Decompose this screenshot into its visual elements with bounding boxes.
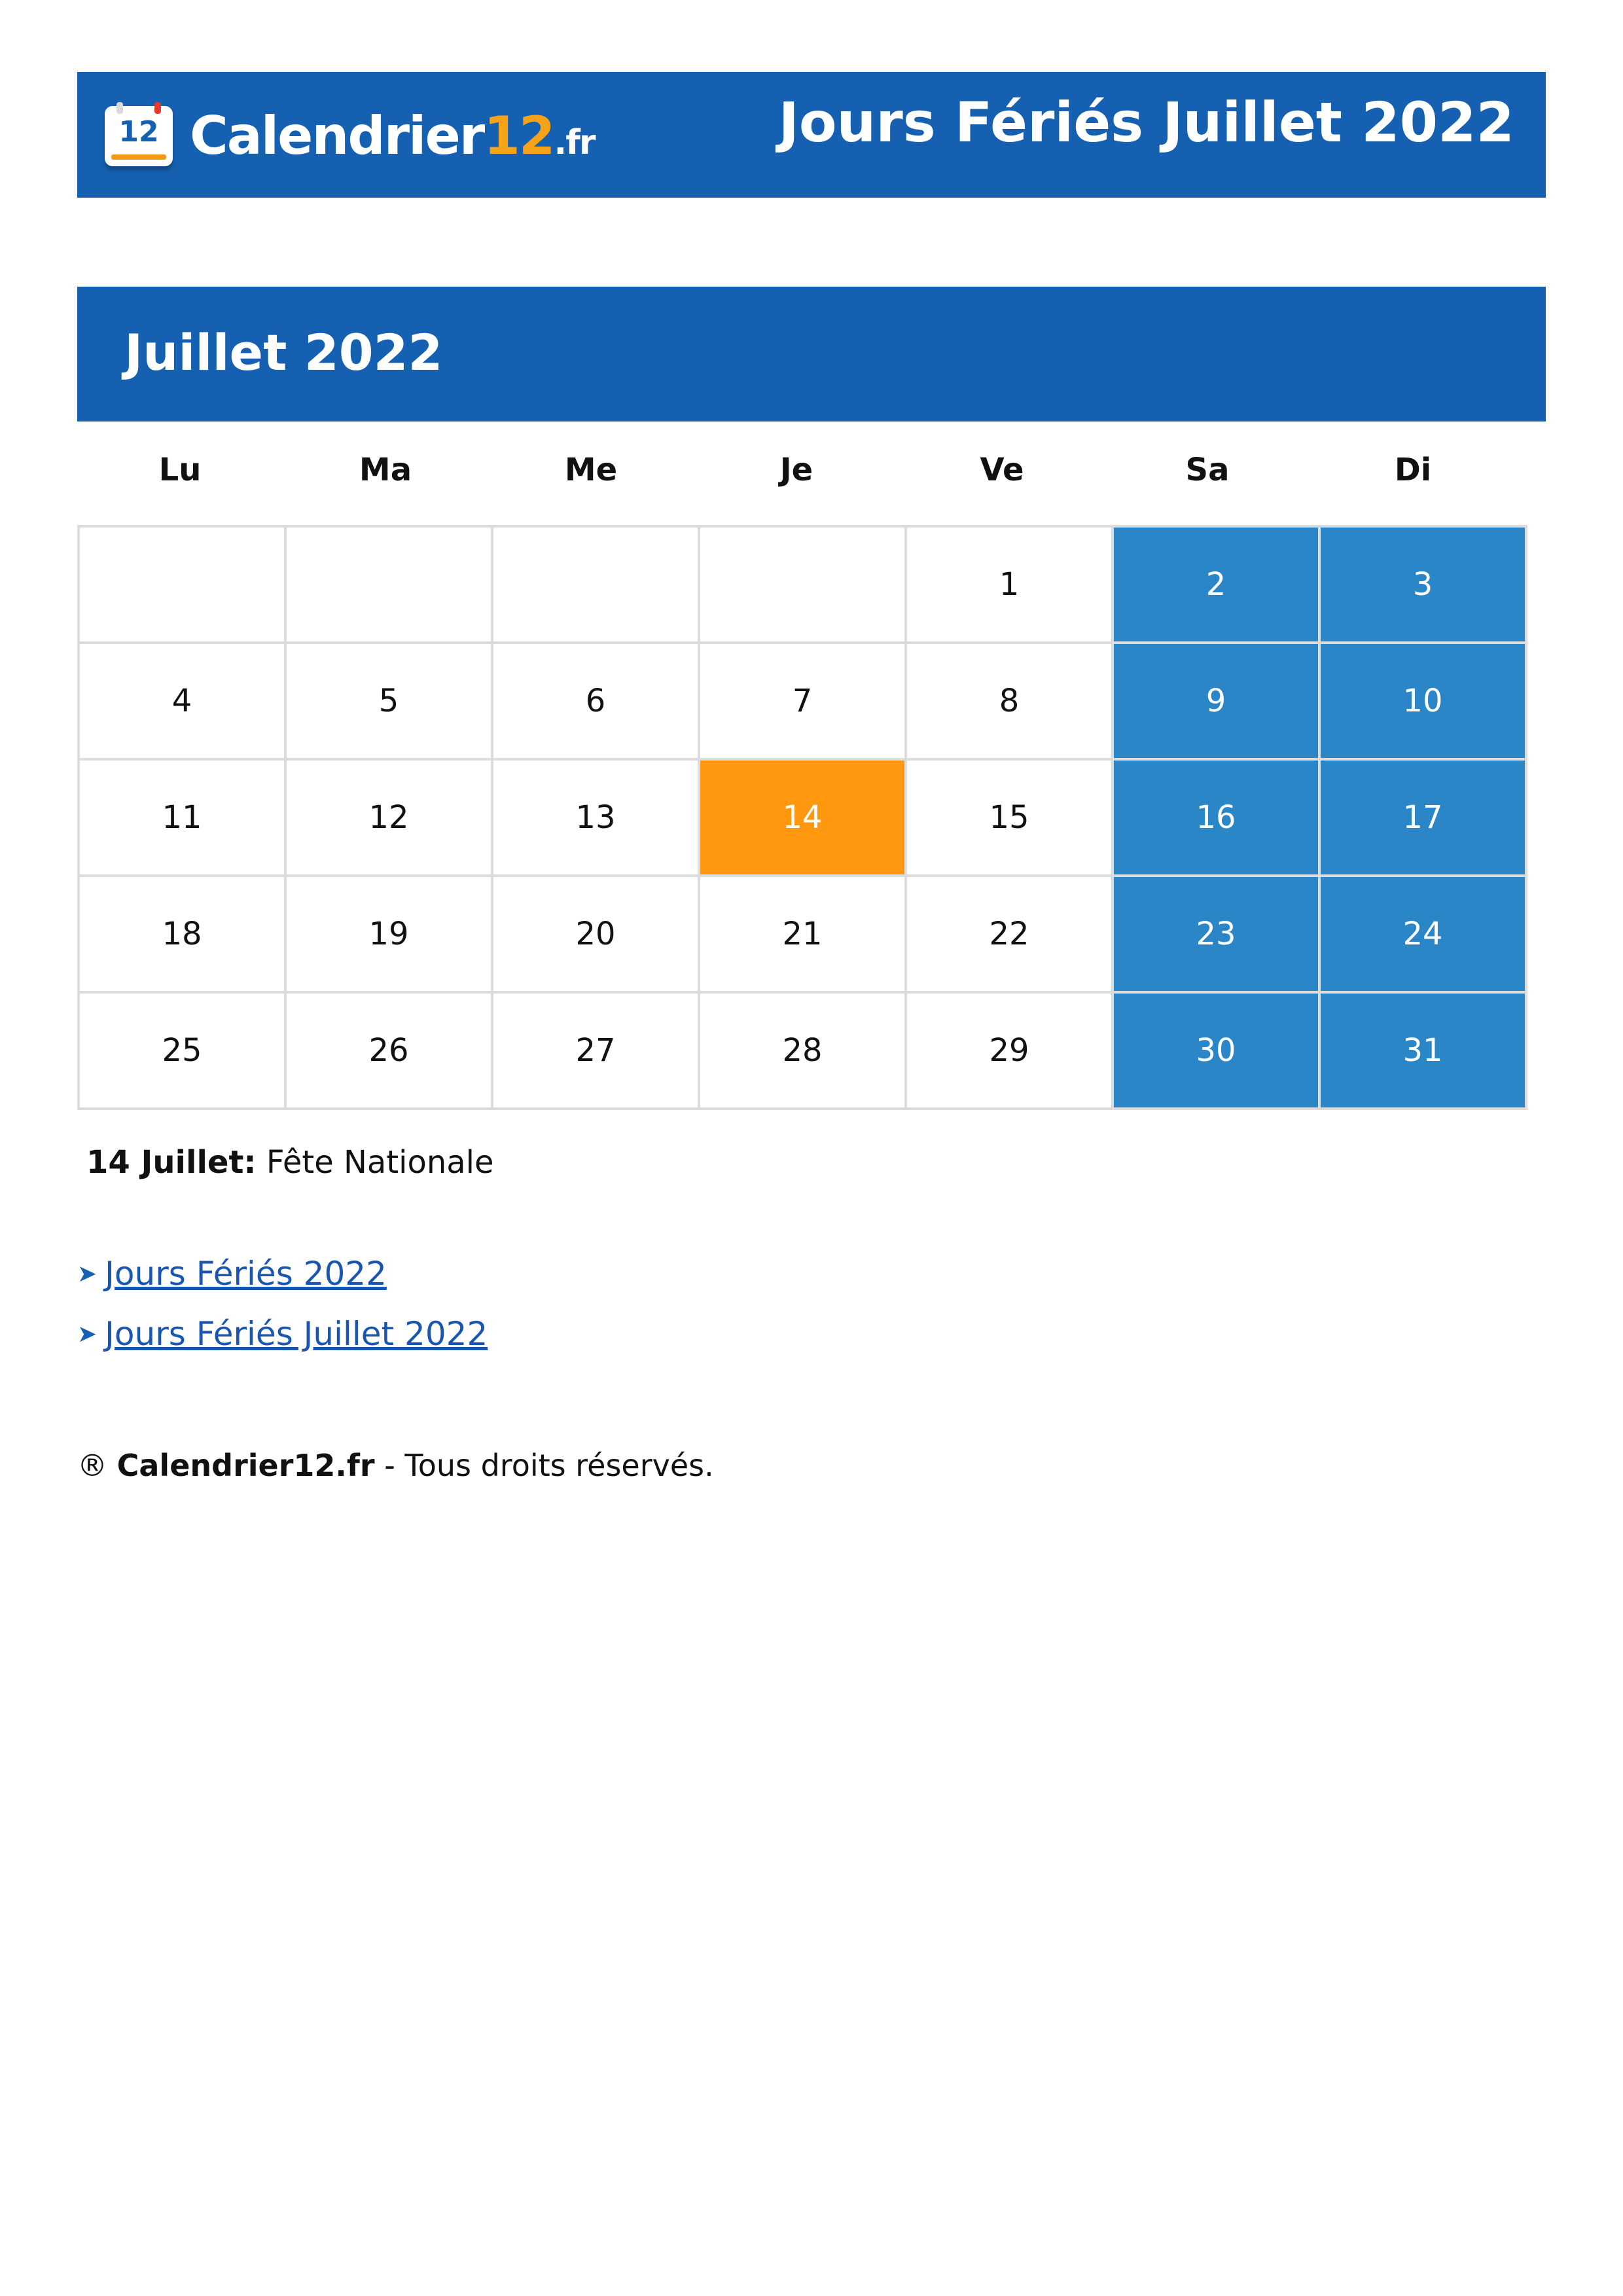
weekday-label: Sa: [1185, 452, 1230, 488]
day-cell[interactable]: 20: [493, 877, 700, 994]
day-cell-empty: [493, 528, 700, 644]
day-cell[interactable]: 2: [1114, 528, 1321, 644]
day-cell[interactable]: 16: [1114, 761, 1321, 877]
day-cell[interactable]: 13: [493, 761, 700, 877]
day-cell[interactable]: 3: [1321, 528, 1527, 644]
month-header: [77, 287, 1546, 422]
link-jours-feries-juillet-2022[interactable]: Jours Fériés Juillet 2022: [105, 1315, 488, 1353]
day-cell-empty: [287, 528, 493, 644]
footer-copyright: [77, 1448, 714, 1483]
weekday-label: Ve: [980, 452, 1024, 488]
footer-brand: Calendrier12.fr: [116, 1448, 375, 1483]
day-cell[interactable]: 12: [287, 761, 493, 877]
link-jours-feries-2022[interactable]: Jours Fériés 2022: [105, 1255, 387, 1293]
logo-wordmark: [190, 105, 595, 166]
day-cell-empty: [700, 528, 907, 644]
day-cell[interactable]: 9: [1114, 644, 1321, 761]
day-cell[interactable]: 29: [907, 994, 1114, 1110]
weekday-label: Ma: [359, 452, 412, 488]
day-cell[interactable]: 4: [80, 644, 287, 761]
day-cell-holiday[interactable]: 14: [700, 761, 907, 877]
day-cell-empty: [80, 528, 287, 644]
day-cell[interactable]: 30: [1114, 994, 1321, 1110]
day-cell[interactable]: 22: [907, 877, 1114, 994]
logo-brand-accent: 12: [484, 105, 554, 166]
day-cell[interactable]: 7: [700, 644, 907, 761]
day-cell[interactable]: 19: [287, 877, 493, 994]
weekday-label: Me: [564, 452, 618, 488]
holiday-name: Fête Nationale: [266, 1144, 494, 1181]
day-cell[interactable]: 21: [700, 877, 907, 994]
day-cell[interactable]: 5: [287, 644, 493, 761]
day-cell[interactable]: 8: [907, 644, 1114, 761]
link-item: [77, 1244, 488, 1304]
logo-icon-number: 12: [118, 115, 159, 149]
weekday-label: Je: [779, 452, 813, 488]
day-cell[interactable]: 23: [1114, 877, 1321, 994]
page-title: Jours Fériés Juillet 2022: [778, 90, 1514, 154]
day-cell[interactable]: 27: [493, 994, 700, 1110]
page-header: [77, 72, 1546, 198]
day-cell[interactable]: 11: [80, 761, 287, 877]
day-cell[interactable]: 15: [907, 761, 1114, 877]
day-cell[interactable]: 1: [907, 528, 1114, 644]
day-cell[interactable]: 25: [80, 994, 287, 1110]
logo-brand-tld: .fr: [554, 123, 595, 162]
day-cell[interactable]: 6: [493, 644, 700, 761]
calendar-icon: [105, 106, 173, 166]
day-cell[interactable]: 31: [1321, 994, 1527, 1110]
calendar-grid: [77, 525, 1527, 1110]
holiday-note: [86, 1144, 494, 1181]
weekday-label: Di: [1394, 452, 1432, 488]
arrow-right-icon: ➤: [77, 1260, 98, 1287]
link-item: [77, 1304, 488, 1364]
footer-text: - Tous droits réservés.: [374, 1448, 714, 1483]
logo-brand-main: Calendrier: [190, 105, 484, 166]
day-cell[interactable]: 10: [1321, 644, 1527, 761]
day-cell[interactable]: 26: [287, 994, 493, 1110]
day-cell[interactable]: 18: [80, 877, 287, 994]
weekday-row: [77, 452, 1546, 497]
day-cell[interactable]: 24: [1321, 877, 1527, 994]
day-cell[interactable]: 17: [1321, 761, 1527, 877]
weekday-label: Lu: [158, 452, 202, 488]
day-cell[interactable]: 28: [700, 994, 907, 1110]
related-links: [77, 1244, 488, 1364]
month-title: Juillet 2022: [124, 323, 443, 382]
arrow-right-icon: ➤: [77, 1320, 98, 1348]
registered-icon: ®: [77, 1448, 107, 1483]
holiday-date: 14 Juillet:: [86, 1144, 257, 1181]
site-logo[interactable]: [105, 106, 595, 166]
